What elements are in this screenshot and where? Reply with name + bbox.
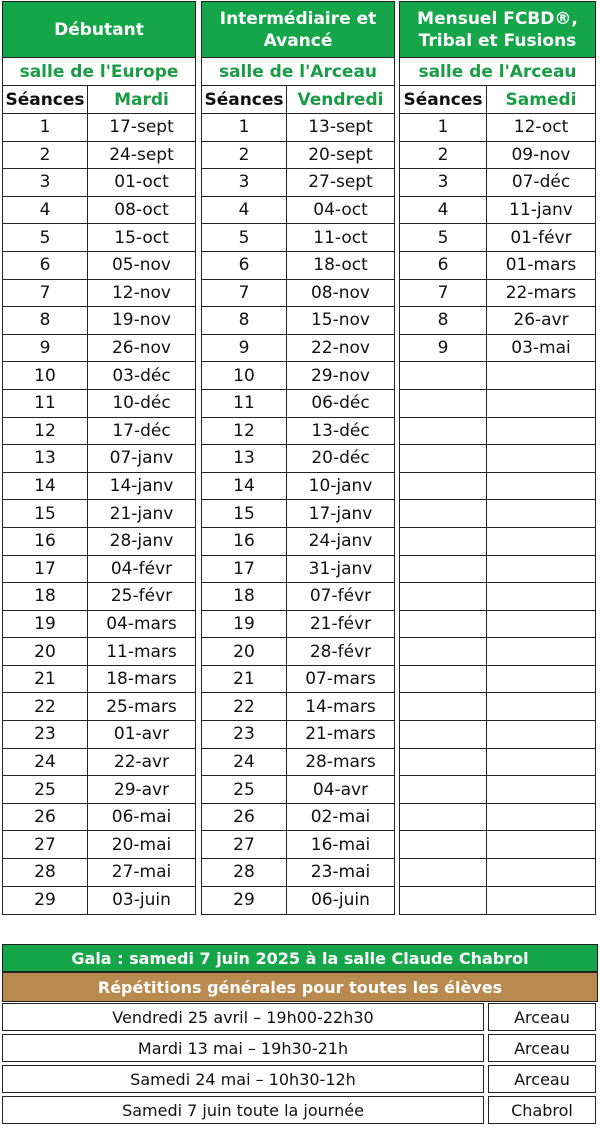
session-number: 26	[202, 804, 287, 831]
session-date: 21-janv	[109, 503, 174, 524]
table-row	[400, 197, 595, 225]
table-row	[3, 252, 195, 280]
session-number: 2	[202, 142, 287, 169]
session-date: 28-févr	[309, 641, 372, 662]
table-row	[202, 528, 394, 556]
column-header-row	[400, 86, 595, 114]
session-number	[400, 693, 487, 720]
session-number: 27	[3, 831, 88, 858]
column-header-day: Vendredi	[297, 89, 384, 110]
table-row	[202, 556, 394, 584]
session-date: 23-mai	[310, 862, 371, 883]
table-row	[400, 528, 595, 556]
session-number: 8	[202, 307, 287, 334]
session-number	[400, 749, 487, 776]
rehearsals-list	[2, 1003, 598, 1127]
table-row	[400, 473, 595, 501]
session-date	[487, 556, 595, 583]
table-row	[202, 142, 394, 170]
session-date: 22-avr	[113, 751, 170, 772]
session-number: 5	[3, 224, 88, 251]
table-row	[202, 197, 394, 225]
session-date: 12-oct	[513, 117, 569, 138]
session-date: 20-mai	[111, 834, 172, 855]
session-number: 3	[202, 169, 287, 196]
table-row	[400, 335, 595, 363]
session-date: 14-janv	[109, 476, 174, 497]
session-date: 18-mars	[106, 669, 177, 690]
session-number: 6	[3, 252, 88, 279]
session-number	[400, 500, 487, 527]
table-row	[202, 335, 394, 363]
table-row	[3, 666, 195, 694]
table-row	[3, 804, 195, 832]
session-date: 20-déc	[311, 448, 370, 469]
session-date: 04-avr	[312, 779, 369, 800]
session-date: 16-mai	[310, 834, 371, 855]
session-date	[487, 418, 595, 445]
table-row	[400, 831, 595, 859]
session-date	[487, 887, 595, 915]
table-row	[400, 390, 595, 418]
table-row	[400, 500, 595, 528]
table-row	[202, 224, 394, 252]
session-date: 11-oct	[313, 227, 368, 248]
session-number	[400, 859, 487, 886]
session-date: 29-nov	[310, 365, 370, 386]
session-number: 28	[202, 859, 287, 886]
table-row	[202, 693, 394, 721]
session-number: 11	[202, 390, 287, 417]
column-header-sessions: Séances	[400, 86, 487, 113]
table-row	[400, 666, 595, 694]
session-number: 18	[3, 583, 88, 610]
session-number: 15	[3, 500, 88, 527]
session-number	[400, 611, 487, 638]
group-title: Intermédiaire et Avancé	[202, 2, 394, 58]
session-date: 19-nov	[111, 310, 171, 331]
session-number: 18	[202, 583, 287, 610]
session-number: 17	[202, 556, 287, 583]
session-date: 15-oct	[114, 227, 169, 248]
session-date: 21-févr	[309, 613, 372, 634]
table-row	[202, 418, 394, 446]
table-row	[400, 418, 595, 446]
session-number: 25	[202, 776, 287, 803]
table-row	[400, 749, 595, 777]
table-row	[3, 390, 195, 418]
table-row	[400, 776, 595, 804]
table-row	[3, 224, 195, 252]
session-date	[487, 362, 595, 389]
session-number: 9	[400, 335, 487, 362]
table-row	[202, 749, 394, 777]
session-number: 2	[3, 142, 88, 169]
session-number	[400, 666, 487, 693]
session-number: 26	[3, 804, 88, 831]
session-number: 19	[3, 611, 88, 638]
session-date: 01-mars	[505, 255, 577, 276]
session-number: 24	[202, 749, 287, 776]
session-number	[400, 362, 487, 389]
session-date: 17-déc	[112, 420, 171, 441]
session-date: 03-mai	[511, 338, 571, 359]
session-date: 29-avr	[113, 779, 170, 800]
session-date: 10-déc	[112, 393, 171, 414]
table-row	[3, 114, 195, 142]
session-date: 07-janv	[109, 448, 174, 469]
session-number	[400, 473, 487, 500]
group-title: Débutant	[3, 2, 195, 58]
session-date	[487, 749, 595, 776]
rehearsal-desc: Samedi 24 mai – 10h30-12h	[2, 1065, 484, 1093]
table-row	[3, 776, 195, 804]
session-date: 27-sept	[308, 172, 373, 193]
table-row	[202, 114, 394, 142]
session-number: 8	[3, 307, 88, 334]
table-row	[202, 776, 394, 804]
session-number: 1	[400, 114, 487, 141]
session-number: 9	[3, 335, 88, 362]
table-row	[202, 252, 394, 280]
session-number: 12	[3, 418, 88, 445]
session-date	[487, 666, 595, 693]
session-date: 02-mai	[310, 807, 371, 828]
table-row	[400, 169, 595, 197]
table-row	[202, 390, 394, 418]
session-number: 6	[202, 252, 287, 279]
session-date: 13-sept	[308, 117, 373, 138]
session-date: 04-mars	[106, 613, 177, 634]
session-number: 20	[3, 638, 88, 665]
session-date: 18-oct	[313, 255, 368, 276]
table-row	[202, 445, 394, 473]
session-number: 23	[202, 721, 287, 748]
table-row	[3, 445, 195, 473]
session-date: 22-mars	[505, 282, 577, 303]
table-row	[400, 859, 595, 887]
session-number: 17	[3, 556, 88, 583]
table-row	[400, 114, 595, 142]
table-row	[3, 611, 195, 639]
session-number: 14	[202, 473, 287, 500]
session-date: 28-janv	[109, 531, 174, 552]
rehearsal-desc: Samedi 7 juin toute la journée	[2, 1096, 484, 1124]
table-row	[202, 169, 394, 197]
table-row	[400, 252, 595, 280]
rehearsal-place: Arceau	[488, 1034, 596, 1062]
session-date	[487, 500, 595, 527]
table-row	[202, 473, 394, 501]
session-date: 04-oct	[313, 200, 368, 221]
column-header-day: Samedi	[505, 89, 577, 110]
session-number: 14	[3, 473, 88, 500]
session-date	[487, 693, 595, 720]
rehearsal-row	[2, 1096, 598, 1124]
table-row	[400, 307, 595, 335]
session-date: 07-déc	[511, 172, 571, 193]
session-date: 04-févr	[110, 558, 173, 579]
rehearsal-row	[2, 1065, 598, 1093]
session-number: 7	[400, 280, 487, 307]
table-row	[400, 721, 595, 749]
table-row	[202, 859, 394, 887]
session-number: 22	[3, 693, 88, 720]
session-number	[400, 638, 487, 665]
column-header-day: Mardi	[114, 89, 169, 110]
table-row	[202, 500, 394, 528]
table-row	[202, 611, 394, 639]
group-mensuel	[399, 1, 596, 915]
session-date	[487, 473, 595, 500]
table-row	[3, 831, 195, 859]
table-row	[3, 142, 195, 170]
table-row	[400, 583, 595, 611]
session-date	[487, 831, 595, 858]
table-row	[3, 362, 195, 390]
session-number	[400, 390, 487, 417]
session-number: 15	[202, 500, 287, 527]
table-row	[400, 280, 595, 308]
group-title: Mensuel FCBD®, Tribal et Fusions	[400, 2, 595, 58]
table-row	[400, 224, 595, 252]
session-date: 03-déc	[112, 365, 171, 386]
table-row	[202, 831, 394, 859]
session-number	[400, 418, 487, 445]
session-date	[487, 583, 595, 610]
session-number: 21	[202, 666, 287, 693]
session-number: 21	[3, 666, 88, 693]
table-row	[400, 445, 595, 473]
rehearsal-place: Arceau	[488, 1003, 596, 1031]
table-row	[400, 638, 595, 666]
table-row	[3, 307, 195, 335]
session-number: 16	[3, 528, 88, 555]
session-number	[400, 583, 487, 610]
session-date: 26-avr	[513, 310, 569, 331]
session-number: 20	[202, 638, 287, 665]
session-date: 13-déc	[311, 420, 370, 441]
session-date	[487, 611, 595, 638]
table-row	[400, 611, 595, 639]
session-date	[487, 776, 595, 803]
table-row	[202, 638, 394, 666]
table-row	[3, 500, 195, 528]
session-number: 3	[400, 169, 487, 196]
table-row	[3, 721, 195, 749]
table-row	[400, 556, 595, 584]
rehearsal-row	[2, 1003, 598, 1031]
table-row	[3, 335, 195, 363]
session-number	[400, 776, 487, 803]
rehearsal-row	[2, 1034, 598, 1062]
session-number	[400, 556, 487, 583]
session-number: 19	[202, 611, 287, 638]
group-intermediaire	[201, 1, 395, 915]
table-row	[202, 362, 394, 390]
session-number	[400, 528, 487, 555]
session-date	[487, 445, 595, 472]
session-number	[400, 445, 487, 472]
session-date: 06-mai	[111, 807, 172, 828]
session-number: 27	[202, 831, 287, 858]
gala-banner: Gala : samedi 7 juin 2025 à la salle Claude Chabrol	[2, 944, 598, 972]
table-row	[3, 473, 195, 501]
session-number: 22	[202, 693, 287, 720]
table-row	[3, 528, 195, 556]
table-row	[202, 666, 394, 694]
table-row	[202, 280, 394, 308]
session-date: 31-janv	[308, 558, 373, 579]
session-date: 01-févr	[510, 227, 572, 248]
session-date: 11-janv	[509, 200, 573, 221]
table-row	[202, 583, 394, 611]
rehearsal-place: Chabrol	[488, 1096, 596, 1124]
column-header-sessions: Séances	[3, 86, 88, 113]
session-date	[487, 859, 595, 886]
session-date: 05-nov	[111, 255, 171, 276]
table-row	[3, 749, 195, 777]
session-number	[400, 804, 487, 831]
rehearsal-place: Arceau	[488, 1065, 596, 1093]
session-date: 06-déc	[311, 393, 370, 414]
session-number: 24	[3, 749, 88, 776]
session-number: 7	[202, 280, 287, 307]
session-date: 14-mars	[305, 696, 376, 717]
table-row	[3, 583, 195, 611]
group-debutant	[2, 1, 196, 915]
session-number: 1	[3, 114, 88, 141]
table-row	[3, 859, 195, 887]
session-number: 12	[202, 418, 287, 445]
column-header-row	[202, 86, 394, 114]
session-date: 07-févr	[309, 586, 372, 607]
session-date	[487, 721, 595, 748]
group-venue: salle de l'Arceau	[202, 58, 394, 86]
session-date: 15-nov	[310, 310, 370, 331]
session-date: 09-nov	[511, 144, 571, 165]
session-date: 08-oct	[114, 200, 169, 221]
session-date: 17-janv	[308, 503, 373, 524]
session-number	[400, 721, 487, 748]
session-date	[487, 804, 595, 831]
session-date	[487, 638, 595, 665]
column-header-row	[3, 86, 195, 114]
session-number: 28	[3, 859, 88, 886]
session-date: 07-mars	[305, 669, 376, 690]
session-date: 25-févr	[110, 586, 173, 607]
session-number: 5	[400, 224, 487, 251]
table-row	[3, 197, 195, 225]
table-row	[400, 142, 595, 170]
session-date: 24-sept	[109, 144, 174, 165]
session-number: 10	[202, 362, 287, 389]
table-row	[3, 169, 195, 197]
session-date: 11-mars	[106, 641, 177, 662]
table-row	[400, 804, 595, 832]
session-number: 29	[3, 887, 88, 915]
session-number: 16	[202, 528, 287, 555]
session-number: 1	[202, 114, 287, 141]
session-date: 01-avr	[113, 724, 170, 745]
group-venue: salle de l'Arceau	[400, 58, 595, 86]
table-row	[3, 280, 195, 308]
session-number: 29	[202, 887, 287, 915]
session-number: 4	[3, 197, 88, 224]
table-row	[3, 556, 195, 584]
session-date: 26-nov	[111, 338, 171, 359]
session-number	[400, 831, 487, 858]
table-row	[400, 362, 595, 390]
session-number: 7	[3, 280, 88, 307]
session-date	[487, 528, 595, 555]
table-row	[202, 887, 394, 915]
session-date: 24-janv	[308, 531, 373, 552]
table-row	[202, 307, 394, 335]
session-number: 11	[3, 390, 88, 417]
session-date: 22-nov	[310, 338, 370, 359]
column-header-sessions: Séances	[202, 86, 287, 113]
table-row	[3, 887, 195, 915]
table-row	[3, 693, 195, 721]
session-number: 4	[202, 197, 287, 224]
session-number: 6	[400, 252, 487, 279]
session-date: 01-oct	[114, 172, 169, 193]
session-number	[400, 887, 487, 915]
session-date: 10-janv	[308, 476, 373, 497]
session-date: 25-mars	[106, 696, 177, 717]
session-number: 23	[3, 721, 88, 748]
session-date: 03-juin	[112, 890, 171, 911]
table-row	[3, 418, 195, 446]
rehearsals-banner: Répétitions générales pour toutes les élèves	[2, 972, 598, 1002]
table-row	[400, 693, 595, 721]
session-date: 12-nov	[111, 282, 171, 303]
session-number: 10	[3, 362, 88, 389]
table-row	[400, 887, 595, 915]
table-row	[202, 804, 394, 832]
session-date: 21-mars	[305, 724, 376, 745]
session-number: 13	[202, 445, 287, 472]
rehearsal-desc: Mardi 13 mai – 19h30-21h	[2, 1034, 484, 1062]
group-venue: salle de l'Europe	[3, 58, 195, 86]
table-row	[202, 721, 394, 749]
session-date: 08-nov	[310, 282, 370, 303]
session-number: 13	[3, 445, 88, 472]
session-number: 8	[400, 307, 487, 334]
session-date: 27-mai	[111, 862, 172, 883]
session-date: 20-sept	[308, 144, 373, 165]
session-date: 28-mars	[305, 751, 376, 772]
session-number: 2	[400, 142, 487, 169]
session-number: 5	[202, 224, 287, 251]
session-date: 17-sept	[109, 117, 174, 138]
session-date: 06-juin	[311, 890, 370, 911]
table-row	[3, 638, 195, 666]
rehearsal-desc: Vendredi 25 avril – 19h00-22h30	[2, 1003, 484, 1031]
session-number: 4	[400, 197, 487, 224]
session-number: 9	[202, 335, 287, 362]
session-number: 3	[3, 169, 88, 196]
session-date	[487, 390, 595, 417]
session-number: 25	[3, 776, 88, 803]
